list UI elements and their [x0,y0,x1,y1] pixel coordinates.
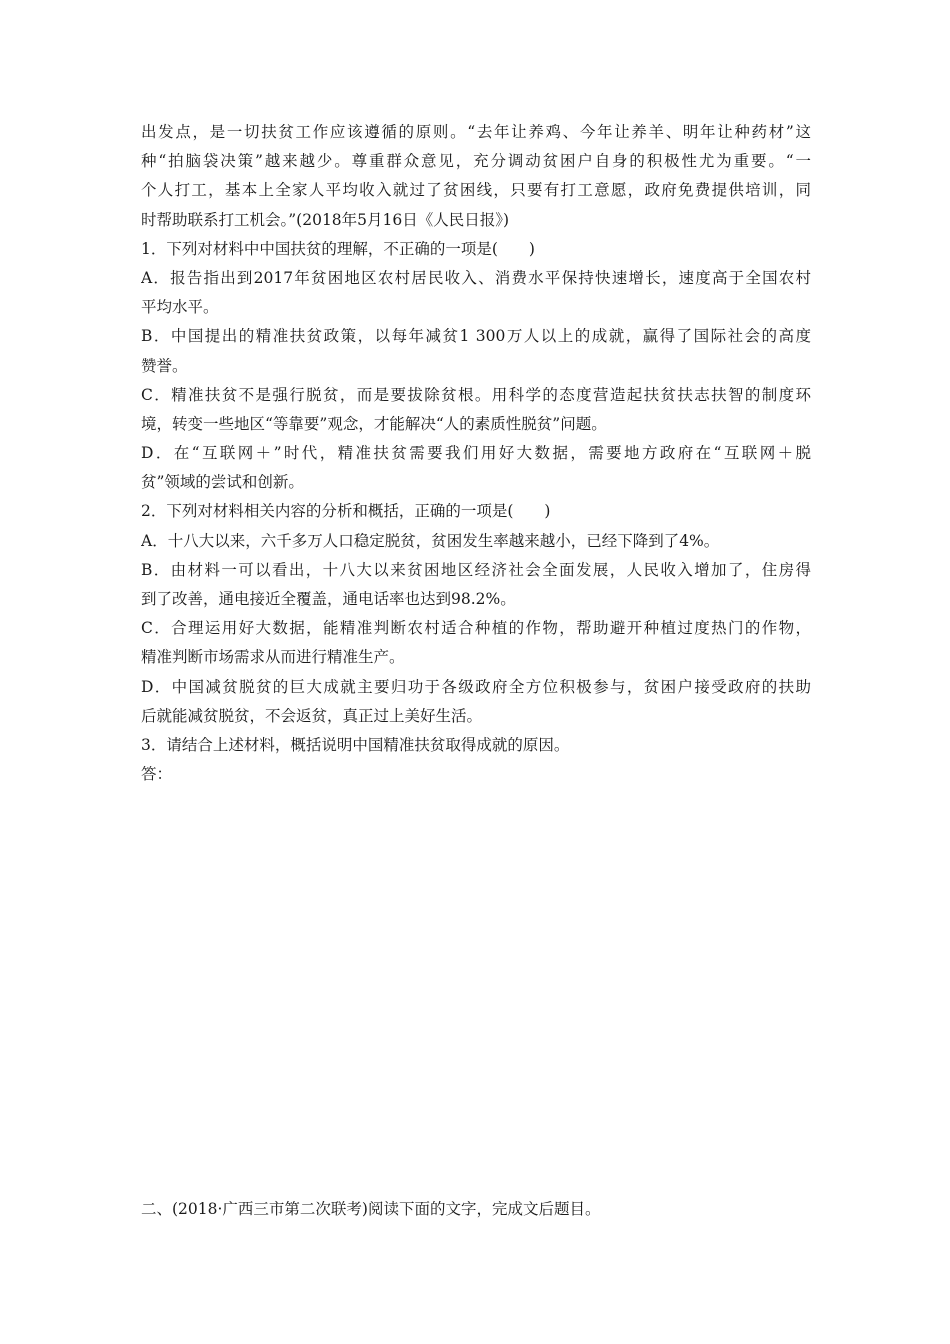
option-line: 赞誉。 [141,356,188,375]
option-c [141,614,811,672]
document-body [141,118,811,789]
option-d [141,673,811,731]
question-stem: 3．请结合上述材料，概括说明中国精准扶贫取得成就的原因。 [141,735,570,754]
passage-text [141,118,811,235]
passage-line: 出发点，是一切扶贫工作应该遵循的原则。“去年让养鸡、今年让养羊、明年让种药材”这 [141,123,811,141]
option-line: 平均水平。 [141,298,219,317]
option-line: C．合理运用好大数据，能精准判断农村适合种植的作物，帮助避开种植过度热门的作物， [141,619,811,638]
question-2 [141,497,811,731]
question-stem: 2．下列对材料相关内容的分析和概括，正确的一项是( ) [141,502,551,521]
passage-line: 个人打工，基本上全家人平均收入就过了贫困线，只要有打工意愿，政府免费提供培训，同 [141,181,811,200]
option-b [141,322,811,380]
option-line: D．中国减贫脱贫的巨大成就主要归功于各级政府全方位积极参与，贫困户接受政府的扶助 [141,677,811,696]
option-a [141,264,811,322]
passage-line: 种“拍脑袋决策”越来越少。尊重群众意见，充分调动贫困户自身的积极性尤为重要。“一 [141,152,811,171]
option-line: A．十八大以来，六千多万人口稳定脱贫，贫困发生率越来越小，已经下降到了4%。 [141,531,720,550]
option-d [141,439,811,497]
option-line: B．中国提出的精准扶贫政策，以每年减贫1 300万人以上的成就，赢得了国际社会的高度 [141,327,811,346]
option-line: 后就能减贫脱贫，不会返贫，真正过上美好生活。 [141,706,483,725]
question-3 [141,731,811,789]
answer-label: 答： [141,765,173,784]
option-c [141,381,811,439]
option-line: 到了改善，通电接近全覆盖，通电话率也达到98.2%。 [141,590,516,608]
option-line: B．由材料一可以看出，十八大以来贫困地区经济社会全面发展，人民收入增加了，住房得 [141,560,811,579]
option-b [141,556,811,614]
option-line: D．在“互联网＋”时代，精准扶贫需要我们用好大数据，需要地方政府在“互联网＋脱 [141,444,811,463]
option-line: A．报告指出到2017年贫困地区农村居民收入、消费水平保持快速增长，速度高于全国农村 [141,268,811,287]
passage-line: 时帮助联系打工机会。”(2018年5月16日《人民日报》) [141,210,510,229]
question-1 [141,235,811,498]
option-line: C．精准扶贫不是强行脱贫，而是要拔除贫根。用科学的态度营造起扶贫扶志扶智的制度环 [141,385,811,404]
question-stem: 1．下列对材料中中国扶贫的理解，不正确的一项是( ) [141,239,535,258]
option-line: 精准判断市场需求从而进行精准生产。 [141,648,405,667]
option-line: 境，转变一些地区“等靠要”观念，才能解决“人的素质性脱贫”问题。 [141,414,607,433]
option-a [141,527,811,556]
option-line: 贫”领域的尝试和创新。 [141,473,304,492]
section-heading: 二、(2018·广西三市第二次联考)阅读下面的文字，完成文后题目。 [141,1200,601,1218]
